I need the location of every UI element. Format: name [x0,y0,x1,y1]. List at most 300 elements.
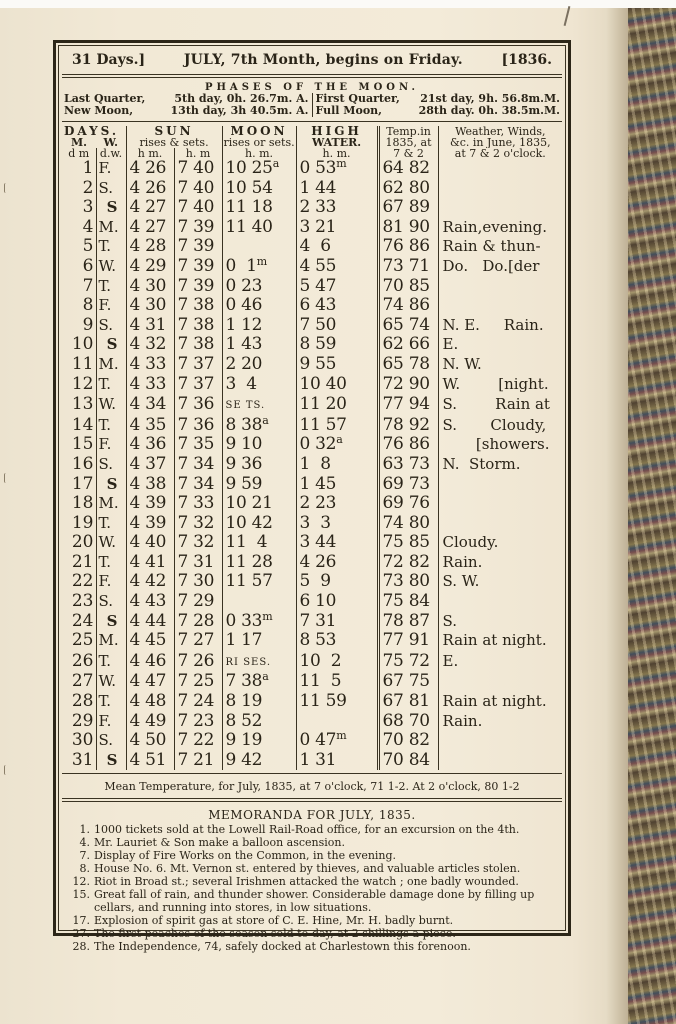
day-of-month: 12 [71,374,94,394]
day-of-week: S [96,612,126,632]
weather-note [438,475,562,495]
weather-note [438,592,562,612]
sunrise: 4 51 [126,751,174,771]
temperature: 75 84 [378,592,438,612]
day-of-week: F. [96,435,126,455]
weather-note [438,179,562,199]
col-moon: MOON [222,126,296,137]
day-of-month: 3 [82,198,94,218]
day-of-month: 27 [71,672,94,692]
temperature: 64 82 [378,159,438,179]
sunset: 7 39 [174,218,222,238]
table-row [62,218,562,238]
sunrise: 4 27 [126,218,174,238]
table-row [62,277,562,297]
moon-rise-set: 8 52 [222,712,296,732]
col-days: DAYS. [64,126,120,137]
moon-rise-set: 0 33$^m$ [222,612,296,632]
day-of-month: 6 [82,256,94,276]
moon-rise-set: 11 4 [222,533,296,553]
table-row [62,416,562,436]
moon-rise-set: 11 40 [222,218,296,238]
sunset: 7 34 [174,475,222,495]
weather-note: S. [438,612,562,632]
sunset: 7 39 [174,277,222,297]
days-count: 31 Days.] [72,52,146,68]
memo-day: 12. [72,875,90,889]
moon-rise-set: 8 19 [222,692,296,712]
sunrise: 4 48 [126,692,174,712]
memoranda-item [68,927,562,940]
day-of-month: 18 [71,494,94,514]
table-row [62,316,562,336]
divider [62,121,562,122]
moon-phases-right [313,93,561,117]
sunset: 7 23 [174,712,222,732]
table-row [62,651,562,673]
day-of-week: S. [96,731,126,751]
binding-hole-mark [4,765,8,775]
sunset: 7 32 [174,514,222,534]
day-of-week: T. [96,375,126,395]
moon-rise-set: 2 20 [222,355,296,375]
temperature: 76 86 [378,435,438,455]
mean-temperature: Mean Temperature, for July, 1835, at 7 o'clock, 71 1-2. At 2 o'clock, 80 1-2 [62,773,562,798]
memo-text: The Independence, 74, safely docked at Charlestown this forenoon. [94,940,471,954]
sunset: 7 36 [174,416,222,436]
day-of-week: W. [96,394,126,416]
temperature: 75 72 [378,651,438,673]
high-water: 2 33 [296,198,378,218]
temperature: 77 91 [378,631,438,651]
memo-text: Display of Fire Works on the Common, in the evening. [94,849,397,863]
temperature: 69 76 [378,494,438,514]
high-water: 4 55 [296,257,378,277]
weather-note: Rain. [438,712,562,732]
day-of-month: 13 [71,394,94,415]
moon-rise-set: 8 38$^a$ [222,416,296,436]
weather-note: N. E. Rain. [438,316,562,336]
table-row [62,475,562,495]
moon-rise-set: 10 54 [222,179,296,199]
memo-day: 17. [72,914,90,928]
memo-text: 1000 tickets sold at the Lowell Rail-Road office, for an excursion on the 4th. [94,823,520,837]
high-water: 5 47 [296,277,378,297]
day-of-month: 23 [71,592,94,612]
moon-rise-set: 9 36 [222,455,296,475]
sunset: 7 34 [174,455,222,475]
temperature: 62 80 [378,179,438,199]
weather-note: [showers. [438,435,562,455]
sunset: 7 39 [174,237,222,257]
memo-day: 4. [79,836,90,850]
day-of-month: 20 [71,533,94,553]
high-water: 7 31 [296,612,378,632]
temperature: 74 80 [378,514,438,534]
day-of-week: W. [96,672,126,692]
weather-note [438,731,562,751]
temperature: 67 75 [378,672,438,692]
sunset: 7 21 [174,751,222,771]
table-header-row-3: d m d.w. h m. h. m h. m. h. m. 7 & 2 at 7 & 2 o'clock. [62,148,562,159]
high-water: 3 3 [296,514,378,534]
moon-rise-set [222,592,296,612]
weather-note: Rain. [438,553,562,573]
moon-rise-set [222,237,296,257]
temperature: 78 92 [378,416,438,436]
day-of-month: 30 [71,731,94,751]
sunset: 7 25 [174,672,222,692]
day-of-week: F. [96,572,126,592]
sunrise: 4 33 [126,355,174,375]
day-of-month: 5 [82,237,94,257]
phase-full-moon: Full Moon, 28th day. 0h. 38.5m.M. [315,104,560,117]
memoranda-item [68,823,562,836]
binding-hole-mark [4,473,8,483]
table-row [62,712,562,732]
temperature: 72 90 [378,375,438,395]
temperature: 68 70 [378,712,438,732]
sunset: 7 36 [174,394,222,416]
weather-note: S. W. [438,572,562,592]
temperature: 81 90 [378,218,438,238]
day-of-week: W. [96,257,126,277]
table-row [62,494,562,514]
day-of-month: 17 [71,474,94,494]
sunset: 7 29 [174,592,222,612]
sunrise: 4 42 [126,572,174,592]
temperature: 74 86 [378,296,438,316]
table-row [62,731,562,751]
high-water: 11 57 [296,416,378,436]
day-of-week: S [96,751,126,771]
weather-note [438,672,562,692]
day-of-month: 8 [82,296,94,316]
col-weather: Weather, Winds, [438,126,562,137]
high-water: 4 26 [296,553,378,573]
day-of-month: 25 [71,631,94,651]
sunrise: 4 35 [126,416,174,436]
day-of-week: M. [96,494,126,514]
moon-rise-set: 10 42 [222,514,296,534]
sunset: 7 40 [174,159,222,179]
day-of-week: S [96,335,126,355]
memoranda-list [62,823,562,953]
day-of-week: S [96,198,126,218]
divider [62,75,562,78]
day-of-month: 11 [71,354,94,374]
temperature: 63 73 [378,455,438,475]
memoranda-item [68,862,562,875]
moon-rise-set: SE TS. [222,394,296,416]
day-of-month: 14 [71,415,94,435]
sunrise: 4 39 [126,514,174,534]
moon-rise-set: 1 43 [222,335,296,355]
weather-note [438,751,562,771]
phase-first-quarter: First Quarter, 21st day, 9h. 56.8m.M. [315,92,560,105]
high-water: 2 23 [296,494,378,514]
moon-rise-set: 0 23 [222,277,296,297]
day-of-week: T. [96,277,126,297]
day-of-week: M. [96,631,126,651]
table-row [62,296,562,316]
table-row [62,631,562,651]
temperature: 77 94 [378,394,438,416]
temperature: 69 73 [378,475,438,495]
sunrise: 4 36 [126,435,174,455]
weather-note [438,494,562,514]
table-row [62,455,562,475]
table-header-row-2: M. W. rises & sets. rises or sets. WATER. 1835, at &c. in June, 1835, [62,137,562,148]
col-high-water: HIGH [296,126,378,137]
year: [1836. [501,52,552,68]
temperature: 65 78 [378,355,438,375]
moon-rise-set: 9 19 [222,731,296,751]
day-of-month: 15 [71,435,94,455]
table-row [62,533,562,553]
high-water: 1 8 [296,455,378,475]
high-water: 8 59 [296,335,378,355]
sunrise: 4 30 [126,296,174,316]
weather-note: Rain,evening. [438,218,562,238]
memoranda-title: MEMORANDA FOR JULY, 1835. [208,808,416,823]
sunrise: 4 43 [126,592,174,612]
weather-note: Rain at night. [438,631,562,651]
sunset: 7 24 [174,692,222,712]
day-of-week: T. [96,237,126,257]
sunrise: 4 47 [126,672,174,692]
memo-day: 7. [79,849,90,863]
day-of-month: 21 [71,552,94,572]
memo-day: 27. [72,927,90,941]
sunrise: 4 38 [126,475,174,495]
memoranda-item [68,940,562,953]
table-row [62,257,562,277]
sunrise: 4 31 [126,316,174,336]
sunrise: 4 39 [126,494,174,514]
moon-rise-set: 11 18 [222,198,296,218]
high-water [296,712,378,732]
temperature: 67 89 [378,198,438,218]
day-of-week: T. [96,416,126,436]
weather-note: Rain at night. [438,692,562,712]
table-row [62,237,562,257]
moon-phases-left [64,93,313,117]
high-water: 3 44 [296,533,378,553]
moon-rise-set: 1 12 [222,316,296,336]
memo-text: The first peaches of the season sold to-day, at 2 shillings a-piece. [94,927,456,941]
sunrise: 4 34 [126,394,174,416]
table-row [62,335,562,355]
sunrise: 4 44 [126,612,174,632]
weather-note: S. Cloudy, [438,416,562,436]
day-of-week: S. [96,316,126,336]
table-row [62,553,562,573]
col-sun: SUN [126,126,222,137]
memo-text: Mr. Lauriet & Son make a balloon ascension. [94,836,345,850]
high-water: 9 55 [296,355,378,375]
col-temp: Temp.in [378,126,438,137]
sunset: 7 38 [174,335,222,355]
high-water: 10 40 [296,375,378,395]
sunrise: 4 26 [126,159,174,179]
moon-rise-set: 9 10 [222,435,296,455]
moon-phases-title: PHASES OF THE MOON. [204,82,420,93]
sunset: 7 30 [174,572,222,592]
weather-note: W. [night. [438,375,562,395]
moon-rise-set: 1 17 [222,631,296,651]
sunrise: 4 32 [126,335,174,355]
month-header [62,46,562,75]
high-water: 5 9 [296,572,378,592]
memoranda-item [68,914,562,927]
high-water: 4 6 [296,237,378,257]
table-row [62,375,562,395]
temperature: 65 74 [378,316,438,336]
sunset: 7 28 [174,612,222,632]
day-of-week: W. [96,533,126,553]
table-row [62,394,562,416]
memo-text: Explosion of spirit gas at store of C. E. Hine, Mr. H. badly burnt. [94,914,454,928]
temperature: 70 82 [378,731,438,751]
weather-note: S. Rain at [438,394,562,416]
high-water: 10 2 [296,651,378,673]
sunrise: 4 26 [126,179,174,199]
table-row [62,612,562,632]
day-of-week: S. [96,179,126,199]
table-row [62,198,562,218]
sunset: 7 38 [174,296,222,316]
high-water: 0 32$^a$ [296,435,378,455]
temperature: 67 81 [378,692,438,712]
day-of-week: F. [96,712,126,732]
sunset: 7 22 [174,731,222,751]
weather-note [438,277,562,297]
sunset: 7 37 [174,375,222,395]
moon-rise-set: 3 4 [222,375,296,395]
memo-text: Great fall of rain, and thunder shower. Considerable damage done by filling up cellars, and running into stores, in low situations. [94,888,535,915]
sunset: 7 26 [174,651,222,673]
day-of-week: T. [96,514,126,534]
moon-rise-set: 9 59 [222,475,296,495]
high-water: 11 20 [296,394,378,416]
table-row [62,355,562,375]
temperature: 72 82 [378,553,438,573]
temperature: 70 85 [378,277,438,297]
sunrise: 4 33 [126,375,174,395]
month-title: JULY, 7th Month, begins on Friday. [183,52,463,68]
sunrise: 4 41 [126,553,174,573]
table-row [62,672,562,692]
table-row [62,435,562,455]
scan-top-margin [0,0,676,8]
weather-note [438,198,562,218]
temperature: 76 86 [378,237,438,257]
table-header-row-1 [62,126,562,137]
day-of-week: F. [96,159,126,179]
moon-rise-set: 10 25$^a$ [222,159,296,179]
almanac-rows [62,159,562,770]
table-row [62,751,562,771]
day-of-month: 24 [71,611,94,631]
moon-rise-set: RI SES. [222,651,296,673]
day-of-month: 1 [82,159,94,178]
sunset: 7 33 [174,494,222,514]
table-row [62,592,562,612]
sunrise: 4 40 [126,533,174,553]
moon-rise-set: 11 28 [222,553,296,573]
high-water: 0 47$^m$ [296,731,378,751]
moon-rise-set: 9 42 [222,751,296,771]
high-water: 1 45 [296,475,378,495]
temperature: 75 85 [378,533,438,553]
sunrise: 4 46 [126,651,174,673]
sunrise: 4 30 [126,277,174,297]
table-row [62,514,562,534]
high-water: 11 5 [296,672,378,692]
divider [62,798,562,802]
day-of-month: 16 [71,454,94,474]
memo-text: House No. 6. Mt. Vernon st. entered by thieves, and valuable articles stolen. [94,862,521,876]
sunset: 7 40 [174,179,222,199]
moon-rise-set: 10 21 [222,494,296,514]
high-water: 8 53 [296,631,378,651]
sunset: 7 31 [174,553,222,573]
day-of-month: 7 [82,276,94,296]
day-of-week: T. [96,553,126,573]
sunrise: 4 27 [126,198,174,218]
memoranda-item [68,836,562,849]
weather-note [438,159,562,179]
memo-day: 15. [72,888,90,902]
memo-day: 8. [79,862,90,876]
day-of-month: 9 [82,315,94,335]
high-water: 7 50 [296,316,378,336]
day-of-month: 2 [82,178,94,198]
high-water: 6 43 [296,296,378,316]
day-of-month: 29 [71,711,94,731]
phase-new-moon: New Moon, 13th day, 3h 40.5m. A. [64,104,309,117]
memo-day: 28. [72,940,90,954]
temperature: 62 66 [378,335,438,355]
temperature: 70 84 [378,751,438,771]
memoranda-item [68,849,562,862]
weather-note: Rain & thun- [438,237,562,257]
sunset: 7 38 [174,316,222,336]
memoranda-item [68,875,562,888]
day-of-week: F. [96,296,126,316]
sunset: 7 32 [174,533,222,553]
day-of-month: 10 [71,335,94,355]
sunset: 7 35 [174,435,222,455]
sunset: 7 27 [174,631,222,651]
marbled-endpaper [628,8,676,1024]
memoranda-item [68,888,562,914]
day-of-week: M. [96,218,126,238]
weather-note: E. [438,651,562,673]
moon-rise-set: 11 57 [222,572,296,592]
sunrise: 4 45 [126,631,174,651]
temperature: 78 87 [378,612,438,632]
weather-note: N. W. [438,355,562,375]
day-of-month: 4 [82,217,94,237]
table-row [62,692,562,712]
moon-rise-set: 0 1$^m$ [222,257,296,277]
temperature: 73 71 [378,257,438,277]
sunset: 7 40 [174,198,222,218]
weather-note [438,514,562,534]
memo-text: Riot in Broad st.; several Irishmen attacked the watch ; one badly wounded. [94,875,519,889]
